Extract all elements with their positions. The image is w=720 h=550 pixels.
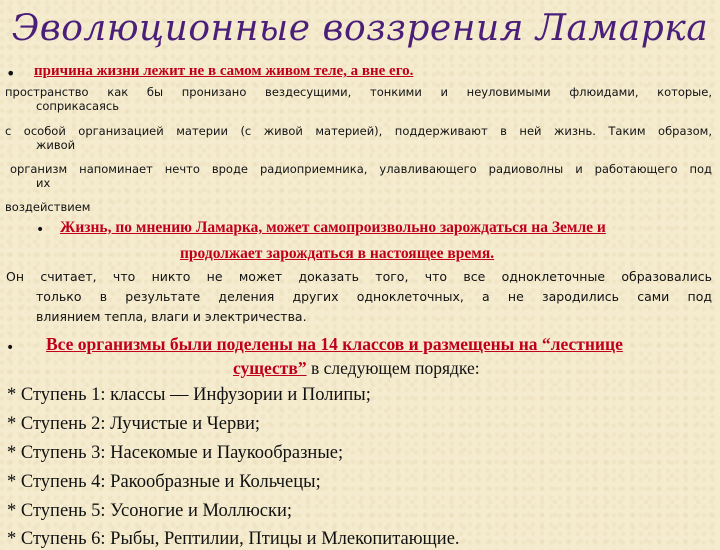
paragraph-line: Он считает, что никто не может доказать того, что все одноклеточные образовались (6, 269, 712, 284)
paragraph-line: их (36, 176, 51, 190)
list-item: * Ступень 3: Насекомые и Паукообразные; (7, 443, 344, 463)
bullet-heading-ladder-of-beings: Все организмы были поделены на 14 классов и размещены на “лестнице (46, 334, 623, 354)
bullet-heading-line2 (233, 358, 480, 379)
order-intro: в следующем порядке: (306, 358, 480, 378)
list-item: * Ступень 5: Усоногие и Моллюски; (7, 501, 293, 521)
paragraph-line: только в результате деления других одноклеточных, а не зародились сами под (36, 289, 712, 304)
page-title: Эволюционные воззрения Ламарка (11, 8, 709, 49)
paragraph-line: организм напоминает нечто вроде радиоприемника, улавливающего радиоволны и работающего под (10, 162, 712, 176)
bullet-marker: • (36, 222, 45, 238)
paragraph-line: соприкасаясь (36, 99, 120, 113)
paragraph-line: пространство как бы пронизано вездесущими, тонкими и неуловимыми флюидами, которые, (5, 85, 712, 99)
bullet-heading-continuation: продолжает зарождаться в настоящее время. (180, 245, 495, 262)
paragraph-line: влиянием тепла, влаги и электричества. (36, 309, 307, 324)
bullet-marker: • (6, 64, 16, 83)
ladder-term: существ” (233, 358, 307, 378)
paragraph-line: живой (36, 138, 76, 152)
bullet-heading-spontaneous-generation: Жизнь, по мнению Ламарка, может самопроизвольно зарождаться на Земле и (60, 219, 606, 236)
bullet-heading-cause-of-life: причина жизни лежит не в самом живом теле, а вне его. (34, 63, 414, 79)
list-item: * Ступень 1: классы — Инфузории и Полипы; (7, 385, 371, 405)
paragraph-line: воздействием (5, 200, 91, 214)
list-item: * Ступень 2: Лучистые и Черви; (7, 414, 261, 434)
paragraph-line: с особой организацией материи (с живой материей), поддерживают в ней жизнь. Таким образом, (5, 124, 712, 138)
bullet-marker: • (6, 340, 15, 356)
list-item: * Ступень 6: Рыбы, Рептилии, Птицы и Млекопитающие. (7, 529, 460, 549)
list-item: * Ступень 4: Ракообразные и Кольчецы; (7, 472, 321, 492)
